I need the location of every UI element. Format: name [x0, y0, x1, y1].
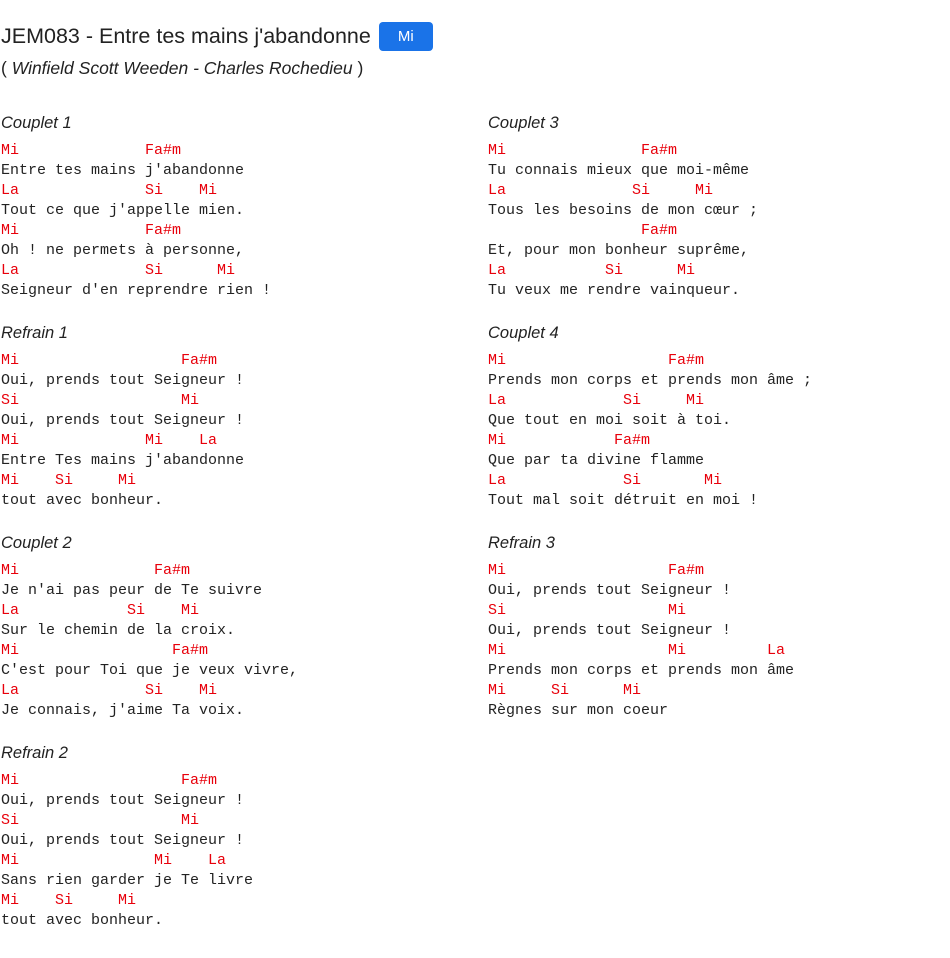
section-refrain-3: [488, 532, 938, 721]
chord-line: Si Mi: [1, 392, 200, 409]
chord-line: Mi Fa#m: [1, 352, 218, 369]
lyric-line: Sans rien garder je Te livre: [1, 872, 254, 889]
song-authors: Winfield Scott Weeden - Charles Rochedieu: [11, 58, 353, 78]
chord-line: Mi Mi La: [1, 432, 218, 449]
lyric-line: Que par ta divine flamme: [488, 452, 705, 469]
chord-line: Mi Fa#m: [488, 352, 705, 369]
chord-line: Mi Fa#m: [488, 142, 678, 159]
chord-line: La Si Mi: [488, 262, 696, 279]
chord-line: Mi Fa#m: [1, 142, 182, 159]
chord-line: Mi Si Mi: [1, 472, 137, 489]
chord-line: Mi Si Mi: [1, 892, 137, 909]
right-column: [488, 112, 938, 742]
song-header: [1, 20, 941, 79]
chord-line: La Si Mi: [488, 472, 723, 489]
chord-line: La Si Mi: [1, 262, 236, 279]
chord-line: Mi Fa#m: [1, 222, 182, 239]
lyric-line: Entre Tes mains j'abandonne: [1, 452, 245, 469]
song-title: JEM083 - Entre tes mains j'abandonne: [1, 23, 371, 48]
section-refrain-2: [1, 742, 451, 931]
lyric-line: tout avec bonheur.: [1, 492, 164, 509]
lyric-line: Sur le chemin de la croix.: [1, 622, 236, 639]
section-title: Refrain 2: [1, 744, 68, 762]
chord-line: Mi Fa#m: [1, 642, 209, 659]
lyric-line: Oui, prends tout Seigneur !: [488, 622, 732, 639]
lyric-line: Oui, prends tout Seigneur !: [1, 372, 245, 389]
chord-line: Mi Mi La: [488, 642, 786, 659]
chord-line: Fa#m: [488, 222, 678, 239]
chord-line: Si Mi: [1, 812, 200, 829]
chord-line: Mi Fa#m: [1, 772, 218, 789]
authors-close-paren: ): [352, 58, 364, 78]
lyric-line: Prends mon corps et prends mon âme: [488, 662, 795, 679]
lyric-line: Tout ce que j'appelle mien.: [1, 202, 245, 219]
chord-line: La Si Mi: [1, 682, 218, 699]
lyric-line: Tu connais mieux que moi-même: [488, 162, 750, 179]
lyric-line: Tous les besoins de mon cœur ;: [488, 202, 759, 219]
section-couplet-1: [1, 112, 451, 301]
chord-line: La Si Mi: [488, 392, 705, 409]
lyric-line: tout avec bonheur.: [1, 912, 164, 929]
key-button[interactable]: Mi: [379, 22, 433, 51]
lyric-line: Je n'ai pas peur de Te suivre: [1, 582, 263, 599]
left-column: [1, 112, 451, 952]
chord-line: Mi Fa#m: [488, 562, 705, 579]
lyric-line: Oh ! ne permets à personne,: [1, 242, 245, 259]
lyric-line: Tout mal soit détruit en moi !: [488, 492, 759, 509]
authors-line: [1, 58, 941, 79]
section-title: Couplet 3: [488, 114, 559, 132]
lyric-line: Seigneur d'en reprendre rien !: [1, 282, 272, 299]
lyric-line: Oui, prends tout Seigneur !: [1, 832, 245, 849]
section-couplet-2: [1, 532, 451, 721]
chord-line: Si Mi: [488, 602, 687, 619]
section-refrain-1: [1, 322, 451, 511]
section-title: Couplet 2: [1, 534, 72, 552]
lyric-line: Tu veux me rendre vainqueur.: [488, 282, 741, 299]
lyric-line: Oui, prends tout Seigneur !: [1, 792, 245, 809]
chord-line: Mi Fa#m: [1, 562, 191, 579]
chord-line: Mi Mi La: [1, 852, 227, 869]
lyric-line: Oui, prends tout Seigneur !: [488, 582, 732, 599]
chord-line: La Si Mi: [488, 182, 714, 199]
lyric-line: C'est pour Toi que je veux vivre,: [1, 662, 299, 679]
section-title: Refrain 3: [488, 534, 555, 552]
lyric-line: Et, pour mon bonheur suprême,: [488, 242, 750, 259]
section-title: Couplet 4: [488, 324, 559, 342]
chord-line: Mi Fa#m: [488, 432, 651, 449]
lyric-line: Prends mon corps et prends mon âme ;: [488, 372, 813, 389]
section-couplet-4: [488, 322, 938, 511]
chord-line: La Si Mi: [1, 602, 200, 619]
chord-line: Mi Si Mi: [488, 682, 642, 699]
lyric-line: Règnes sur mon coeur: [488, 702, 669, 719]
chord-line: La Si Mi: [1, 182, 218, 199]
section-title: Couplet 1: [1, 114, 72, 132]
lyric-line: Entre tes mains j'abandonne: [1, 162, 245, 179]
title-row: [1, 20, 941, 52]
lyric-line: Oui, prends tout Seigneur !: [1, 412, 245, 429]
lyric-line: Je connais, j'aime Ta voix.: [1, 702, 245, 719]
authors-open-paren: (: [1, 58, 12, 78]
section-couplet-3: [488, 112, 938, 301]
lyric-line: Que tout en moi soit à toi.: [488, 412, 732, 429]
section-title: Refrain 1: [1, 324, 68, 342]
